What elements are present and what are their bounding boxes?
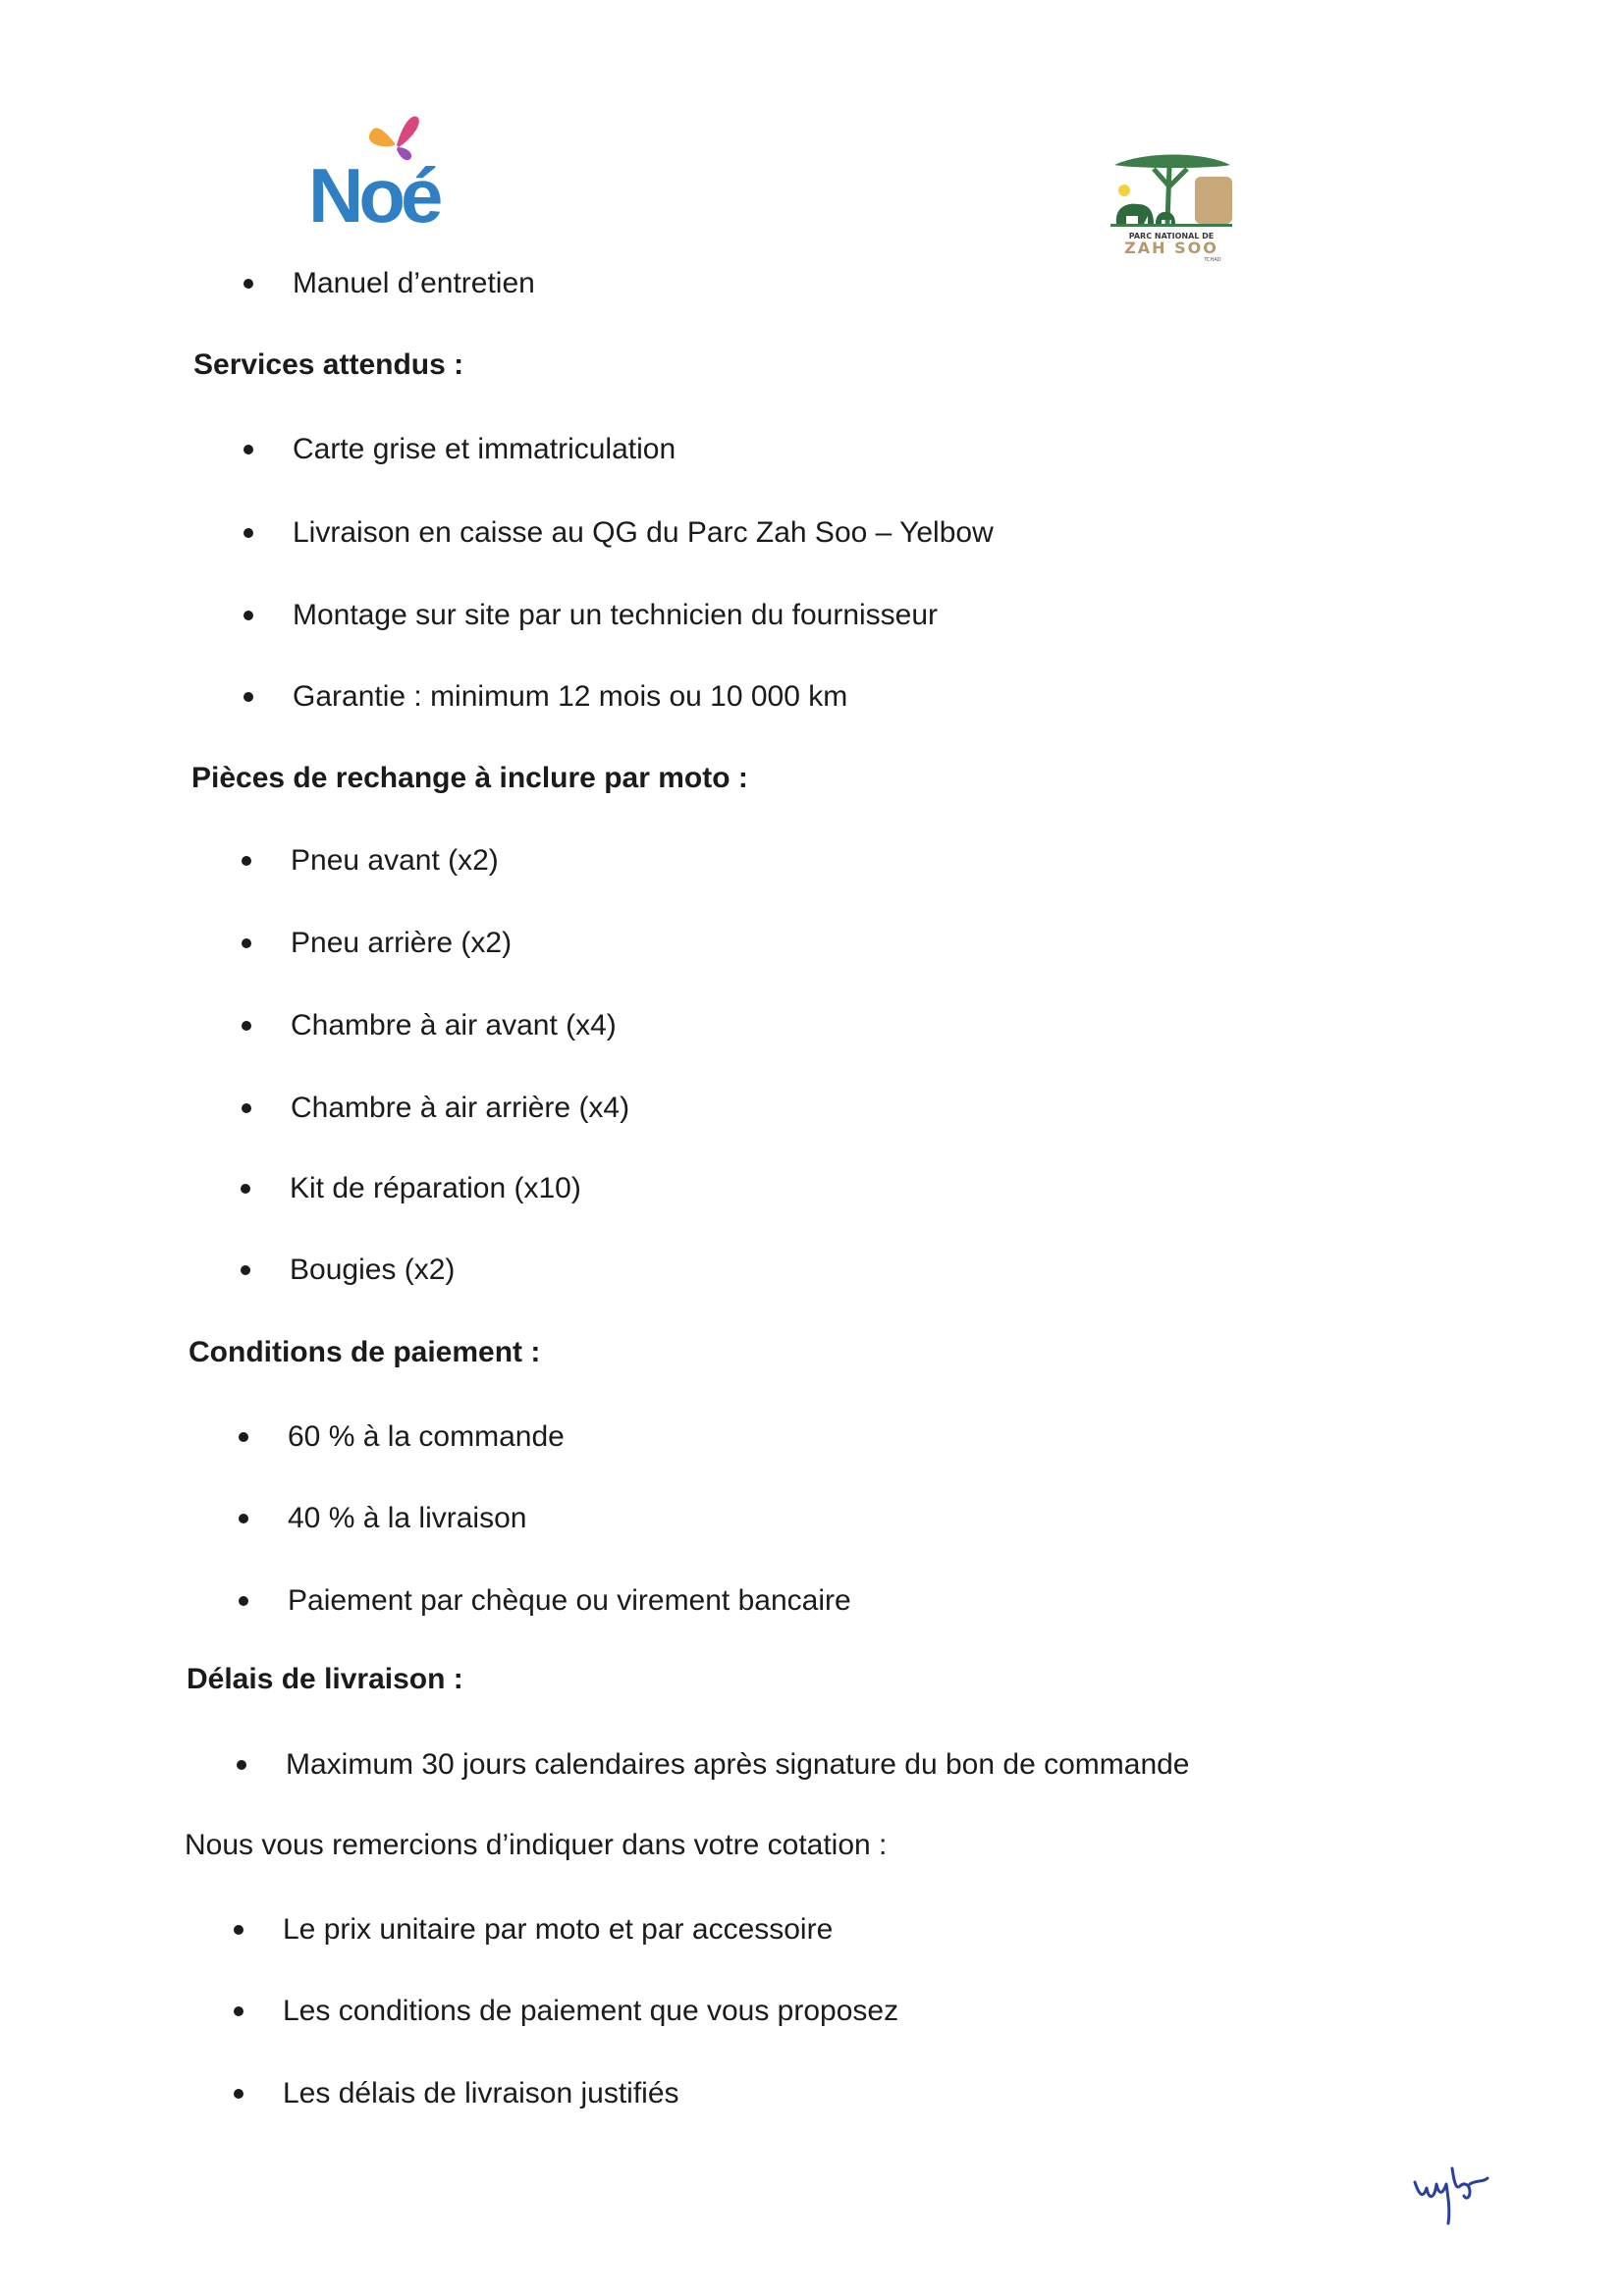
bullet-dot — [243, 445, 253, 454]
list-item-text: Les délais de livraison justifiés — [283, 2077, 679, 2109]
butterfly-wing-orange — [369, 128, 395, 146]
bullet-dot — [234, 2089, 243, 2099]
services-heading: Services attendus : — [193, 348, 464, 381]
butterfly-wing-pink — [397, 116, 419, 147]
logo-ground — [1110, 224, 1232, 227]
list-item-text: Chambre à air arrière (x4) — [291, 1092, 630, 1124]
list-item-text: Maximum 30 jours calendaires après signature du bon de commande — [286, 1748, 1190, 1781]
list-item-text: Chambre à air avant (x4) — [291, 1009, 617, 1041]
noe-logo — [304, 106, 471, 234]
sun-icon — [1118, 185, 1130, 196]
payment-heading: Conditions de paiement : — [189, 1336, 541, 1368]
list-item-text: Garantie : minimum 12 mois ou 10 000 km — [293, 680, 848, 713]
list-item-text: Le prix unitaire par moto et par accessoire — [283, 1913, 834, 1946]
bullet-dot — [234, 2006, 243, 2016]
logo-rock — [1195, 177, 1232, 224]
bullet-dot — [243, 611, 253, 620]
list-item-text: Bougies (x2) — [290, 1254, 456, 1286]
bullet-dot — [242, 1021, 251, 1031]
elephant-icon — [1116, 204, 1154, 224]
list-item-text: Manuel d’entretien — [293, 267, 535, 299]
handwritten-initials — [1409, 2155, 1497, 2233]
list-item-text: Pneu arrière (x2) — [291, 927, 513, 959]
bullet-dot — [242, 1103, 251, 1113]
zah-logo-line2: ZAH SOO — [1124, 239, 1218, 257]
list-item-text: Montage sur site par un technicien du fournisseur — [293, 599, 939, 631]
zah-logo-line3: TCHAD — [1204, 257, 1221, 263]
bullet-dot — [234, 1925, 243, 1935]
noe-logo-wordmark: Noé — [308, 152, 439, 234]
bullet-dot — [241, 1184, 250, 1194]
bullet-dot — [239, 1432, 248, 1442]
bullet-dot — [237, 1760, 246, 1770]
acacia-canopy-icon — [1114, 155, 1230, 169]
list-item-text: Carte grise et immatriculation — [293, 433, 676, 465]
zah-logo-line1: PARC NATIONAL DE — [1128, 232, 1215, 240]
list-item-text: Les conditions de paiement que vous proposez — [283, 1995, 899, 2027]
bullet-dot — [239, 1514, 248, 1523]
request-intro: Nous vous remercions d’indiquer dans votre cotation : — [185, 1829, 888, 1861]
delivery-heading: Délais de livraison : — [187, 1663, 463, 1695]
bullet-dot — [239, 1596, 248, 1606]
list-item-text: Kit de réparation (x10) — [290, 1172, 581, 1204]
zah-soo-logo — [1105, 147, 1237, 263]
bullet-dot — [242, 938, 251, 948]
bullet-dot — [243, 692, 253, 702]
list-item-text: Paiement par chèque ou virement bancaire — [288, 1584, 851, 1617]
bullet-dot — [242, 856, 251, 866]
list-item-text: 40 % à la livraison — [288, 1502, 527, 1534]
list-item-text: 60 % à la commande — [288, 1420, 565, 1453]
list-item-text: Pneu avant (x2) — [291, 844, 499, 877]
bullet-dot — [241, 1265, 250, 1275]
parts-heading: Pièces de rechange à inclure par moto : — [191, 762, 748, 794]
list-item-text: Livraison en caisse au QG du Parc Zah Soo – Yelbow — [293, 516, 994, 549]
bullet-dot — [243, 279, 253, 289]
bullet-dot — [243, 528, 253, 538]
